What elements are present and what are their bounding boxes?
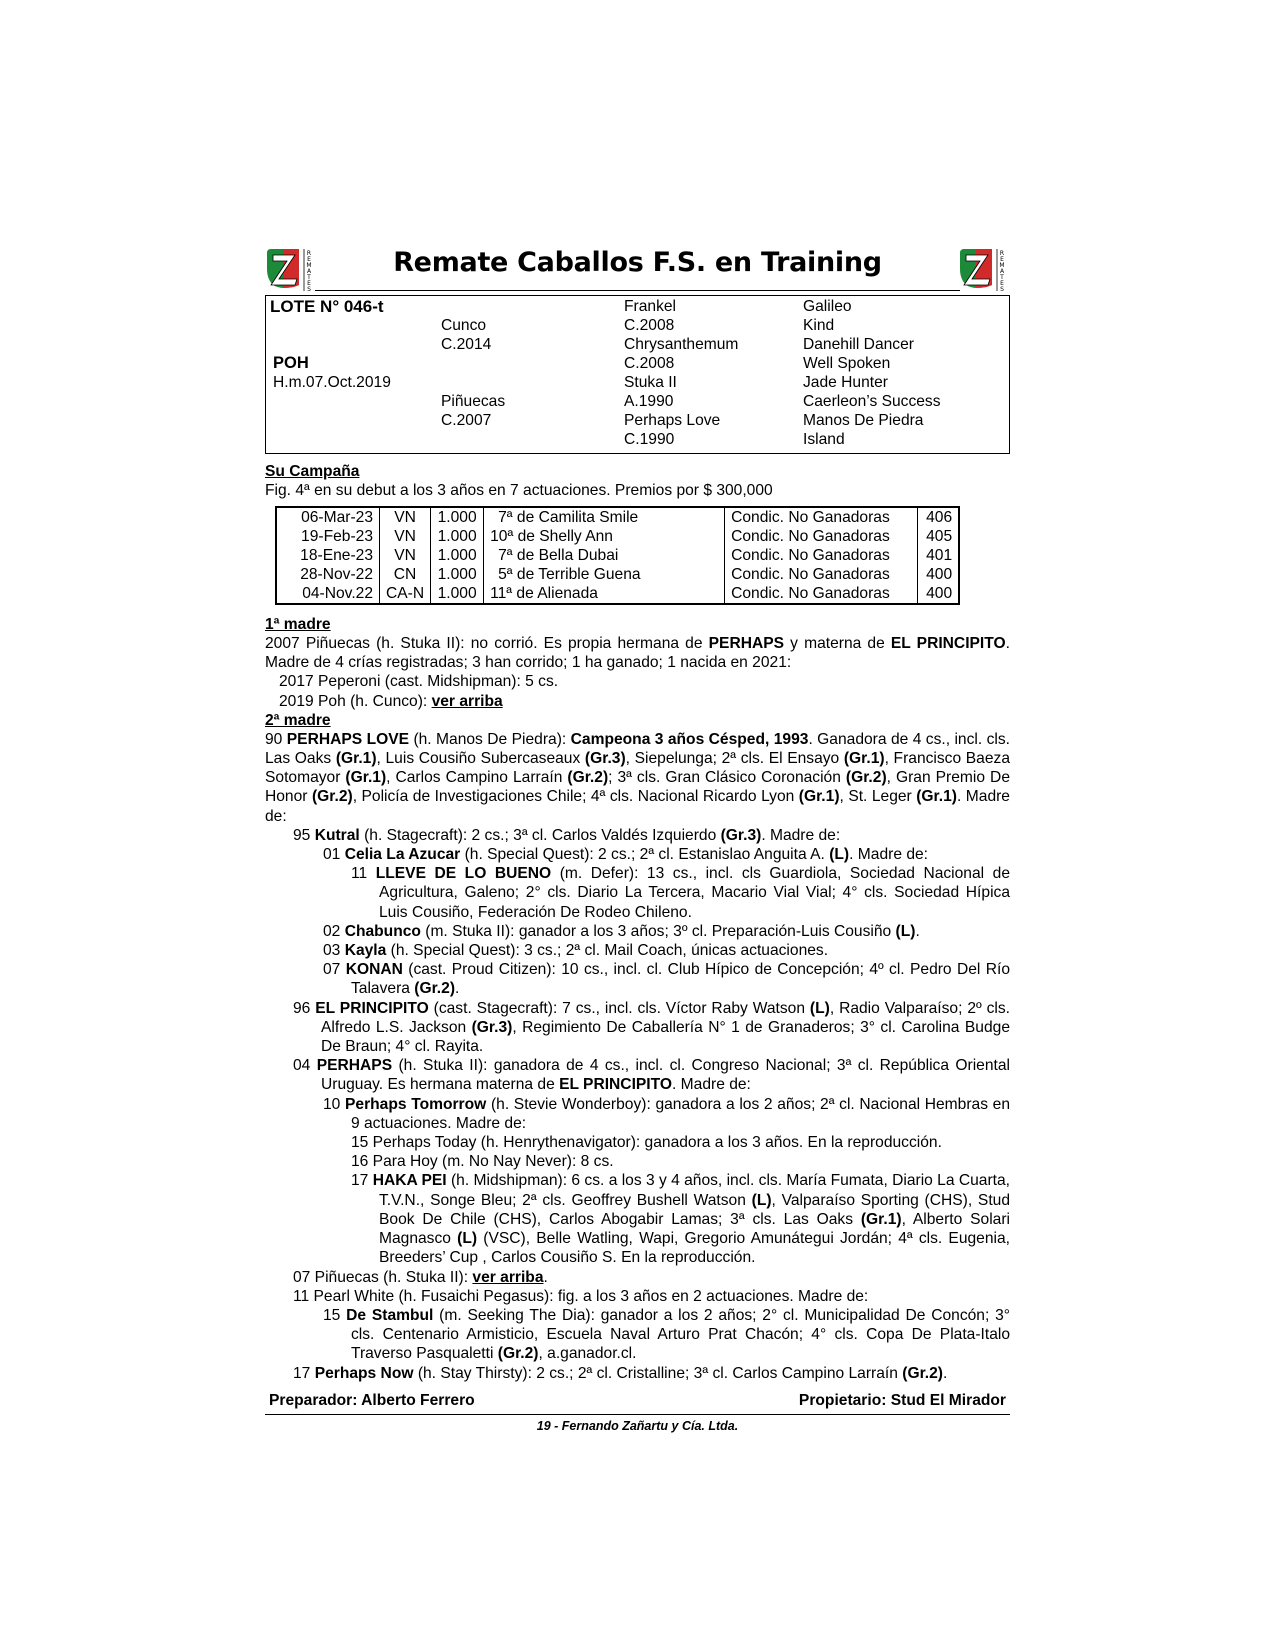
svg-text:E: E [307, 280, 311, 287]
svg-text:R: R [306, 250, 312, 257]
second-dam-title: 2ª madre [265, 711, 331, 729]
gen3-entry: Chrysanthemum [624, 336, 739, 353]
race-date: 28-Nov-22 [300, 566, 373, 583]
race-number: 400 [918, 565, 960, 584]
produce-entry [265, 692, 1010, 711]
race-distance: 1.000 [431, 507, 484, 527]
svg-text:M: M [999, 262, 1005, 269]
race-track: VN [380, 527, 431, 546]
gen4-entry: Island [803, 431, 845, 448]
race-condition: Condic. No Ganadoras [725, 546, 918, 565]
race-track: CA-N [380, 584, 431, 604]
see-above-link: ver arriba [431, 692, 503, 710]
race-date: 04-Nov.22 [302, 585, 373, 602]
svg-text:R: R [999, 250, 1005, 257]
svg-text:A: A [999, 268, 1005, 275]
gen4-entry: Kind [803, 317, 835, 334]
produce-entry: 03 Kayla (h. Special Quest): 3 cs.; 2ª cl. Mail Coach, únicas actuaciones. [323, 942, 829, 960]
first-dam-title: 1ª madre [265, 616, 331, 633]
gen3-entry: C.1990 [624, 431, 675, 448]
race-number: 401 [918, 546, 960, 565]
pedigree-box [265, 295, 1010, 454]
gen4-entry: Danehill Dancer [803, 336, 914, 353]
svg-text:E: E [1000, 256, 1004, 263]
remates-logo-icon [958, 245, 1010, 291]
gen3-entry: Stuka II [624, 374, 677, 391]
produce-entry: 15 De Stambul (m. Seeking The Dia): ganador a los 2 años; 2° cl. Municipalidad De Concón; 3° cls. Centenario Armisticio, Escuela Naval Arturo Prat Chacón; 4° cls. Copa De Plata-Italo Traverso Pasqualetti (Gr.2), a.ganador.cl. [323, 1306, 1011, 1363]
race-distance: 1.000 [431, 565, 484, 584]
lot-number: LOTE N° 046-t [270, 297, 384, 316]
race-place: 10ª de Shelly Ann [484, 527, 725, 546]
table-row [276, 584, 959, 604]
gen3-entry: C.2008 [624, 317, 675, 334]
campaign-table [275, 506, 960, 605]
produce-entry: 16 Para Hoy (m. No Nay Never): 8 cs. [351, 1153, 614, 1171]
produce-entry: 2017 Peperoni (cast. Midshipman): 5 cs. [279, 673, 559, 691]
svg-text:A: A [306, 268, 312, 275]
table-row [276, 546, 959, 565]
gen3-entry: Frankel [624, 298, 676, 315]
gen4-entry: Manos De Piedra [803, 412, 924, 429]
svg-text:T: T [307, 274, 311, 281]
second-dam-text: 90 PERHAPS LOVE (h. Manos De Piedra): Campeona 3 años Césped, 1993. Ganadora de 4 cs., incl. cls. Las Oaks (Gr.1), Luis Cousiño Subercaseaux (Gr.3), Siepelunga; 2ª cls. El Ensayo (Gr.1), Francisco Baeza Sotomayor (Gr.1), Carlos Campino Larraín (Gr.2); 3ª cls. Gran Clásico Coronación (Gr.2), Gran Premio De Honor (Gr.2), Policía de Investigaciones Chile; 4ª cls. Nacional Ricardo Lyon (Gr.1), St. Leger (Gr.1). Madre de: [265, 730, 1010, 825]
race-number: 400 [918, 584, 960, 604]
produce-entry: 11 Pearl White (h. Fusaichi Pegasus): fig. a los 3 años en 2 actuaciones. Madre de: [293, 1287, 869, 1305]
race-place: 11ª de Alienada [484, 584, 725, 604]
page-footer-credit: 19 - Fernando Zañartu y Cía. Ltda. [536, 1418, 739, 1433]
produce-entry: 96 EL PRINCIPITO (cast. Stagecraft): 7 cs., incl. cls. Víctor Raby Watson (L), Radio Valparaíso; 2º cls. Alfredo L.S. Jackson (Gr.3), Regimiento De Caballería N° 1 de Granaderos; 3° cl. Carolina Budge De Braun; 4° cl. Rayita. [293, 999, 1010, 1056]
race-distance: 1.000 [431, 527, 484, 546]
svg-text:S: S [307, 286, 311, 291]
svg-text:E: E [307, 256, 311, 263]
gen4-entry: Well Spoken [803, 355, 891, 372]
horse-name: POH [273, 354, 309, 372]
produce-entry: 02 Chabunco (m. Stuka II): ganador a los 3 años; 3º cl. Preparación-Luis Cousiño (L). [323, 922, 920, 940]
page-header [265, 245, 1010, 293]
footer-info [265, 1391, 1010, 1410]
race-track: VN [380, 546, 431, 565]
sire-name: Cunco [441, 317, 487, 334]
sire-info: C.2014 [441, 336, 492, 353]
remates-logo-icon [265, 245, 317, 291]
gen4-entry: Caerleon’s Success [803, 393, 941, 410]
race-date: 06-Mar-23 [301, 509, 373, 526]
race-condition: Condic. No Ganadoras [725, 507, 918, 527]
race-place: 7ª de Bella Dubai [484, 546, 725, 565]
produce-entry: 01 Celia La Azucar (h. Special Quest): 2 cs.; 2ª cl. Estanislao Anguita A. (L). Madre de: [323, 846, 928, 864]
gen4-entry: Jade Hunter [803, 374, 888, 391]
race-number: 406 [918, 507, 960, 527]
title-underline [315, 290, 960, 291]
first-dam-text: 2007 Piñuecas (h. Stuka II): no corrió. Es propia hermana de PERHAPS y materna de EL PRINCIPITO. Madre de 4 crías registradas; 3 han corrido; 1 ha ganado; 1 nacida en 2021: [265, 635, 1010, 672]
footer-divider [265, 1414, 1010, 1415]
race-track: VN [380, 507, 431, 527]
gen3-entry: A.1990 [624, 393, 674, 410]
produce-entry: 17 Perhaps Now (h. Stay Thirsty): 2 cs.; 2ª cl. Cristalline; 3ª cl. Carlos Campino Larraín (Gr.2). [293, 1364, 948, 1382]
gen4-entry: Galileo [803, 298, 852, 315]
campaign-summary: Fig. 4ª en su debut a los 3 años en 7 actuaciones. Premios por $ 300,000 [265, 482, 773, 499]
table-row [276, 507, 959, 527]
gen3-entry: C.2008 [624, 355, 675, 372]
race-distance: 1.000 [431, 546, 484, 565]
gen3-entry: Perhaps Love [624, 412, 721, 429]
produce-text: 2019 Poh (h. Cunco): [279, 692, 432, 710]
table-row [276, 527, 959, 546]
table-row [276, 565, 959, 584]
catalog-page [265, 245, 1010, 1433]
produce-entry: 15 Perhaps Today (h. Henrythenavigator): ganadora a los 3 años. En la reproducción. [351, 1134, 942, 1152]
svg-text:E: E [1000, 280, 1004, 287]
dam-info: C.2007 [441, 412, 492, 429]
race-condition: Condic. No Ganadoras [725, 565, 918, 584]
horse-info: H.m.07.Oct.2019 [273, 374, 391, 391]
see-above-link: ver arriba [472, 1268, 544, 1286]
produce-entry: 95 Kutral (h. Stagecraft): 2 cs.; 3ª cl. Carlos Valdés Izquierdo (Gr.3). Madre de: [293, 826, 841, 844]
race-place: 5ª de Terrible Guena [484, 565, 725, 584]
svg-text:T: T [1000, 274, 1004, 281]
produce-entry: 17 HAKA PEI (h. Midshipman): 6 cs. a los 3 y 4 años, incl. cls. María Fumata, Diario La Cuarta, T.V.N., Songe Bleu; 2ª cls. Geoffrey Bushell Watson (L), Valparaíso Sporting (CHS), Stud Book De Chile (CHS), Carlos Abogabir Lamas; 3ª cls. Las Oaks (Gr.1), Alberto Solari Magnasco (L) (VSC), Belle Watling, Wapi, Gregorio Amunátegui Jordán; 4ª cls. Eugenia, Breeders’ Cup , Carlos Cousiño S. En la reproducción. [351, 1172, 1010, 1267]
produce-entry: 07 KONAN (cast. Proud Citizen): 10 cs., incl. cl. Club Hípico de Concepción; 4º cl. Pedro Del Río Talavera (Gr.2). [323, 961, 1010, 998]
trainer-label: Preparador: Alberto Ferrero [269, 1391, 475, 1409]
race-distance: 1.000 [431, 584, 484, 604]
svg-text:S: S [1000, 286, 1004, 291]
produce-entry: 10 Perhaps Tomorrow (h. Stevie Wonderboy): ganadora a los 2 años; 2ª cl. Nacional Hembras en 9 actuaciones. Madre de: [323, 1095, 1010, 1132]
produce-entry: 11 LLEVE DE LO BUENO (m. Defer): 13 cs., incl. cls Guardiola, Sociedad Nacional de Agricultura, Galeno; 2° cls. Diario La Tercera, Macario Vial Vial; 4° cls. Sociedad Hípica Luis Cousiño, Federación De Rodeo Chileno. [351, 865, 1010, 921]
owner-label: Propietario: Stud El Mirador [798, 1391, 1006, 1409]
race-condition: Condic. No Ganadoras [725, 584, 918, 604]
svg-text:M: M [306, 262, 312, 269]
race-track: CN [380, 565, 431, 584]
produce-entry: 07 Piñuecas (h. Stuka II): ver arriba. [293, 1268, 548, 1286]
race-place: 7ª de Camilita Smile [484, 507, 725, 527]
race-date: 19-Feb-23 [301, 528, 373, 545]
dam-name: Piñuecas [441, 393, 506, 410]
race-condition: Condic. No Ganadoras [725, 527, 918, 546]
produce-entry: 04 PERHAPS (h. Stuka II): ganadora de 4 cs., incl. cl. Congreso Nacional; 3ª cl. República Oriental Uruguay. Es hermana materna de EL PRINCIPITO. Madre de: [293, 1057, 1010, 1094]
campaign-title: Su Campaña [265, 463, 360, 480]
race-date: 18-Ene-23 [300, 547, 373, 564]
page-title: Remate Caballos F.S. en Training [393, 247, 882, 278]
race-number: 405 [918, 527, 960, 546]
